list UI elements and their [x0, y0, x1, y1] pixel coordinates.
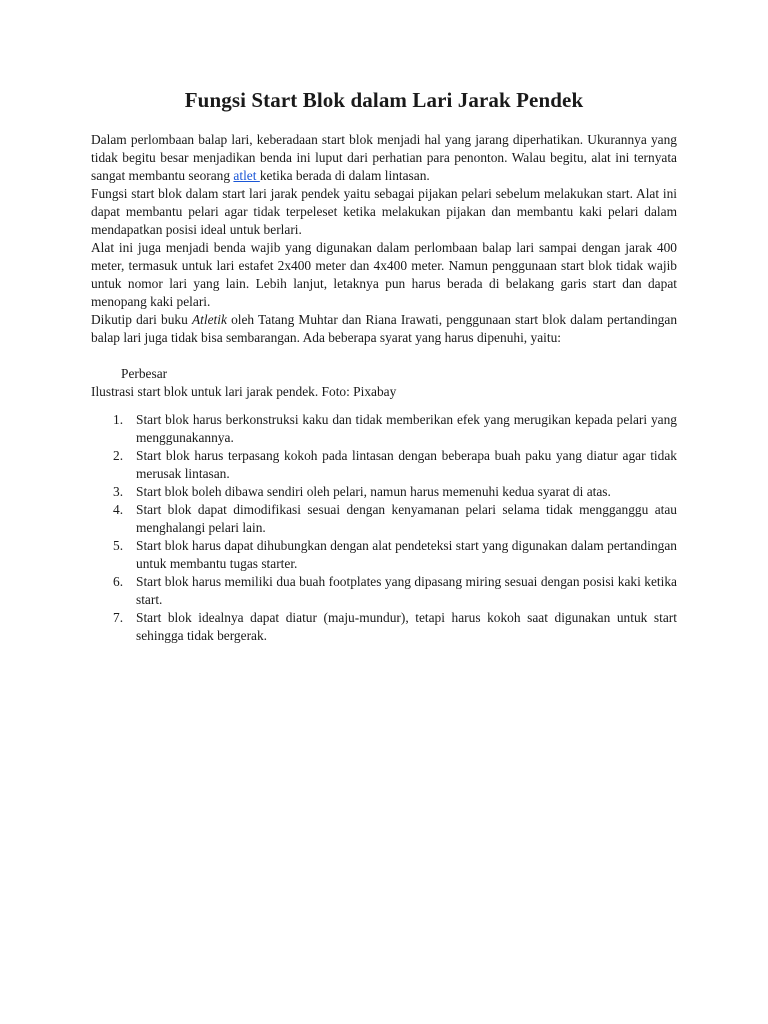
- paragraph-intro: [91, 131, 677, 185]
- list-item-text: Start blok harus memiliki dua buah footplates yang dipasang miring sesuai dengan posisi kaki ketika start.: [136, 574, 677, 608]
- list-item-text: Start blok idealnya dapat diatur (maju-mundur), tetapi harus kokoh saat digunakan untuk start sehingga tidak bergerak.: [136, 610, 677, 644]
- paragraph-function: Fungsi start blok dalam start lari jarak pendek yaitu sebagai pijakan pelari sebelum melakukan start. Alat ini dapat membantu pelari agar tidak terpeleset ketika melakukan pijakan dan membantu kaki pelari dalam mendapatkan posisi ideal untuk berlari.: [91, 186, 677, 238]
- atlet-link[interactable]: atlet: [233, 168, 260, 184]
- list-item-text: Start blok dapat dimodifikasi sesuai dengan kenyamanan pelari selama tidak mengganggu atau menghalangi pelari lain.: [136, 502, 677, 536]
- paragraph-intro-text-end: ketika berada di dalam lintasan.: [259, 168, 430, 184]
- image-caption: Ilustrasi start blok untuk lari jarak pendek. Foto: Pixabay: [91, 384, 397, 400]
- list-item-number: 5.: [113, 538, 124, 554]
- list-item-text: Start blok harus berkonstruksi kaku dan tidak memberikan efek yang merugikan kepada pelari yang menggunakannya.: [136, 412, 677, 446]
- list-item-number: 1.: [113, 412, 124, 428]
- list-item: [91, 537, 677, 573]
- list-item: [91, 411, 677, 447]
- paragraph-usage: Alat ini juga menjadi benda wajib yang digunakan dalam perlombaan balap lari sampai dengan jarak 400 meter, termasuk untuk lari estafet 2x400 meter dan 4x400 meter. Namun penggunaan start blok tidak wajib untuk nomor lari yang lain. Lebih lanjut, letaknya pun harus berada di belakang garis start dan dapat menopang kaki pelari.: [91, 240, 677, 310]
- paragraph-source: [91, 311, 677, 347]
- list-item: [91, 501, 677, 537]
- list-item-number: 3.: [113, 484, 124, 500]
- book-title: Atletik: [191, 312, 227, 328]
- document-title: Fungsi Start Blok dalam Lari Jarak Pendek: [184, 88, 584, 112]
- paragraph-source-text-start: Dikutip dari buku: [91, 312, 192, 328]
- document-page: [91, 88, 677, 645]
- list-item: [91, 483, 677, 501]
- list-item-text: Start blok harus dapat dihubungkan dengan alat pendeteksi start yang digunakan dalam pertandingan untuk membantu tugas starter.: [136, 538, 677, 572]
- list-item-text: Start blok boleh dibawa sendiri oleh pelari, namun harus memenuhi kedua syarat di atas.: [136, 484, 611, 500]
- list-item: [91, 609, 677, 645]
- list-item-number: 6.: [113, 574, 124, 590]
- paragraph-source-text-end: oleh Tatang Muhtar dan Riana Irawati, penggunaan start blok dalam pertandingan balap lari juga tidak bisa sembarangan. Ada beberapa syarat yang harus dipenuhi, yaitu:: [91, 312, 678, 346]
- list-item-number: 7.: [113, 610, 124, 626]
- requirements-list: [91, 411, 677, 645]
- list-item-number: 4.: [113, 502, 124, 518]
- list-item-number: 2.: [113, 448, 124, 464]
- list-item: [91, 447, 677, 483]
- list-item-text: Start blok harus terpasang kokoh pada lintasan dengan beberapa buah paku yang diatur agar tidak merusak lintasan.: [136, 448, 677, 482]
- blank-line: [91, 347, 677, 365]
- paragraph-intro-text-start: Dalam perlombaan balap lari, keberadaan start blok menjadi hal yang jarang diperhatikan. Ukurannya yang tidak begitu besar menjadikan benda ini luput dari perhatian para penonton. Walau begitu, alat ini ternyata sangat membantu seorang: [91, 132, 677, 184]
- list-item: [91, 573, 677, 609]
- perbesar-label[interactable]: Perbesar: [121, 366, 168, 382]
